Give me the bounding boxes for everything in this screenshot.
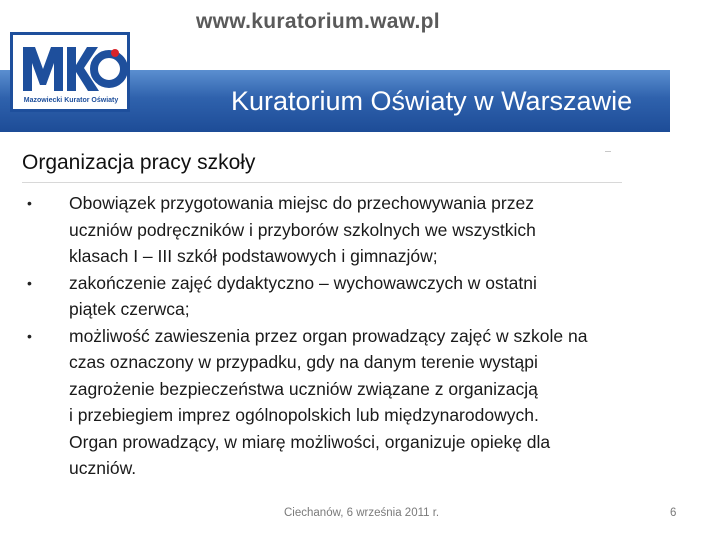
- bullet-item-school-year-end: [0, 270, 720, 323]
- bullet-item-suspension: [0, 323, 720, 482]
- bullet-text: zakończenie zajęć dydaktyczno – wychowawczych w ostatni piątek czerwca;: [69, 272, 537, 319]
- slide-header: [0, 0, 720, 138]
- banner-title: Kuratorium Oświaty w Warszawie: [231, 86, 633, 116]
- footer-date: Ciechanów, 6 września 2011 r.: [284, 507, 440, 519]
- title-divider: [22, 182, 622, 183]
- mko-logo: [10, 32, 130, 112]
- website-url[interactable]: www.kuratorium.waw.pl: [196, 10, 440, 33]
- bullet-dot-icon: •: [27, 327, 32, 344]
- bullet-dot-icon: •: [27, 195, 32, 211]
- bullet-dot-icon: •: [27, 274, 32, 291]
- logo-caption: Mazowiecki Kurator Oświaty: [23, 97, 119, 104]
- bullet-item-storage: [0, 190, 720, 270]
- page-number: 6: [670, 507, 677, 519]
- bullet-text: Obowiązek przygotowania miejsc do przechowywania przez uczniów podręczników i przyborów szkolnych we wszystkich klasach I – III szkół podstawowych i gimnazjów;: [69, 193, 536, 266]
- mko-logo-mark-icon: [19, 39, 127, 97]
- decorative-tick: [605, 147, 611, 152]
- bullet-list: [0, 190, 720, 482]
- bullet-text: możliwość zawieszenia przez organ prowadzący zajęć w szkole na czas oznaczony w przypadku, gdy na danym terenie wystąpi zagrożenie bezpieczeństwa uczniów związane z organizacją i przebiegiem imprez ogólnopolskich lub międzynarodowych. Organ prowadzący, w miarę możliwości, organizuje opiekę dla uczniów.: [69, 325, 588, 478]
- slide-title: Organizacja pracy szkoły: [22, 151, 256, 174]
